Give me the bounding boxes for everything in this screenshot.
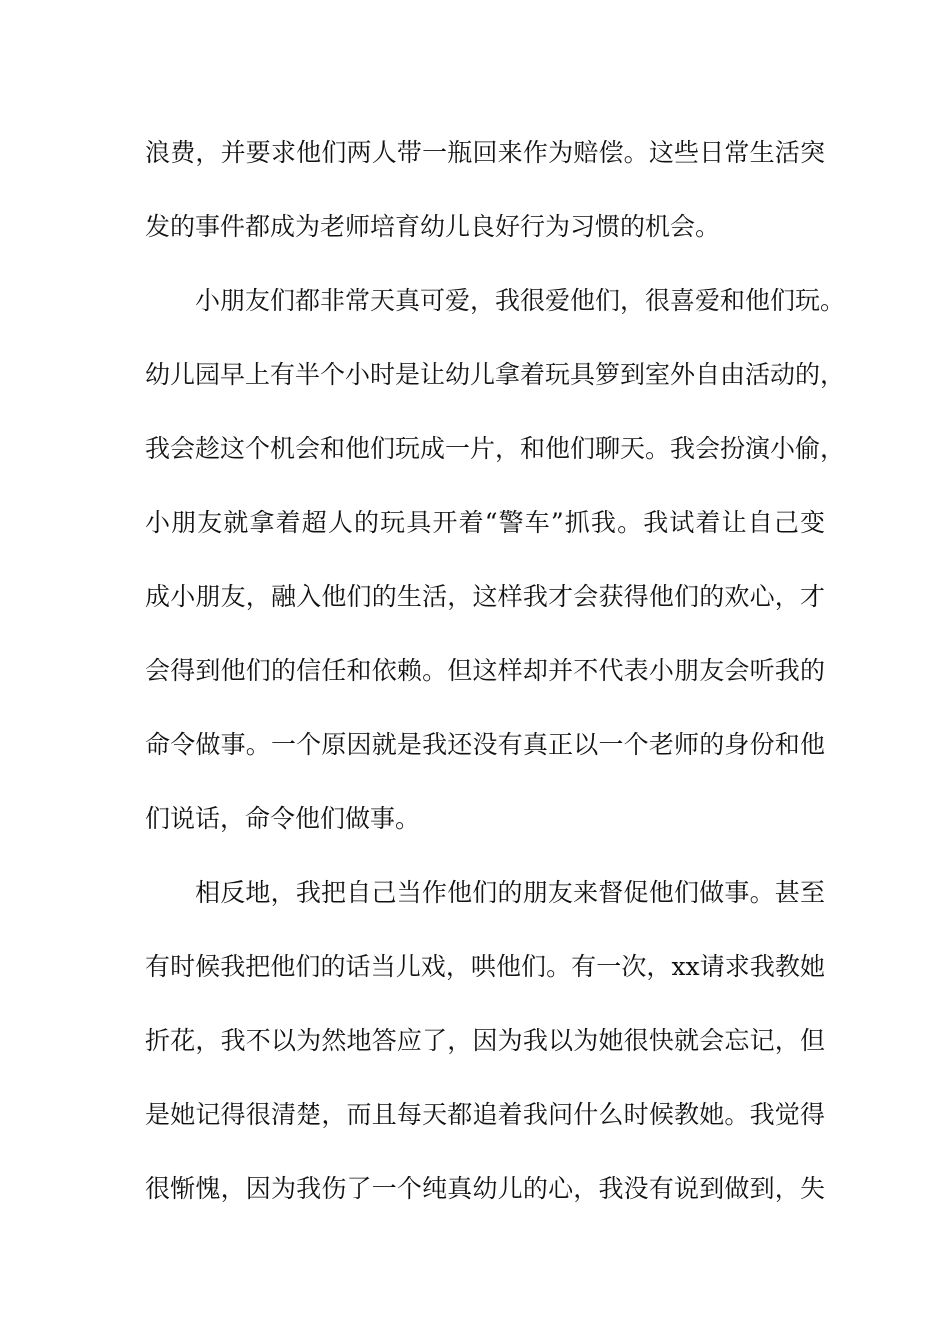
text-line: 们说话，命令他们做事。 — [145, 804, 421, 833]
text-line: 成小朋友，融入他们的生活，这样我才会获得他们的欢心，才 — [145, 582, 825, 611]
text-line: 很惭愧，因为我伤了一个纯真幼儿的心，我没有说到做到，失 — [145, 1174, 825, 1203]
text-line: 幼儿园早上有半个小时是让幼儿拿着玩具箩到室外自由活动的， — [145, 360, 846, 389]
paragraph-first-line: 小朋友们都非常天真可爱，我很爱他们，很喜爱和他们玩。 — [195, 286, 846, 315]
text-line: 折花，我不以为然地答应了，因为我以为她很快就会忘记，但 — [145, 1026, 825, 1055]
text-line: 命令做事。一个原因就是我还没有真正以一个老师的身份和他 — [145, 730, 825, 759]
text-line: 会得到他们的信任和依赖。但这样却并不代表小朋友会听我的 — [145, 656, 825, 685]
text-line: 浪费，并要求他们两人带一瓶回来作为赔偿。这些日常生活突 — [145, 138, 825, 167]
text-line: 是她记得很清楚，而且每天都追着我问什么时候教她。我觉得 — [145, 1100, 825, 1129]
paragraph-first-line: 相反地，我把自己当作他们的朋友来督促他们做事。甚至 — [195, 878, 825, 907]
text-line: 我会趁这个机会和他们玩成一片，和他们聊天。我会扮演小偷， — [145, 434, 846, 463]
text-line: 小朋友就拿着超人的玩具开着“警车”抓我。我试着让自己变 — [145, 508, 825, 537]
text-line: 发的事件都成为老师培育幼儿良好行为习惯的机会。 — [145, 212, 721, 241]
text-line: 有时候我把他们的话当儿戏，哄他们。有一次，xx请求我教她 — [145, 952, 825, 981]
body-text — [145, 128, 846, 1238]
